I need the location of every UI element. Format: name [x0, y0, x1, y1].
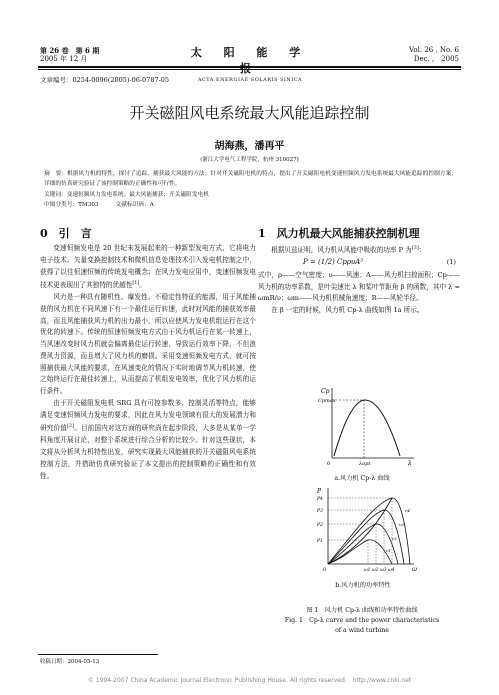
article-number: 文章编号：0254-0096(2005)-06-0787-05 [40, 76, 170, 84]
v4-label: υ4 [405, 508, 410, 513]
v2-label: υ2 [392, 536, 397, 541]
right-column [258, 243, 460, 317]
header-journal [175, 44, 325, 83]
keywords [44, 190, 457, 200]
section-1-heading: 1 风力机最大风能捕获控制机理 [258, 227, 420, 240]
figure-caption-cn: 图 1 风力机 Cp-λ 曲线和功率特性曲线 [306, 607, 418, 614]
cpmax-label: Cpmax [318, 398, 336, 404]
v1-label: υ1 [386, 548, 391, 553]
figure-1b-caption: b.风力机的功率特性 [335, 582, 391, 589]
paper-authors: 胡海燕，潘再平 [214, 141, 285, 152]
figure-caption-en-2: of a wind turbine [335, 627, 389, 634]
journal-title-en: ACTA ENERGIAE SOLARIS SINICA [197, 77, 303, 83]
figure-1a-caption: a.风力机 Cp-λ 曲线 [334, 475, 390, 482]
figure-caption-en: Fig. 1 Cp-λ curve and the power characteristics [284, 617, 440, 624]
axis-x-label: ω [412, 566, 417, 573]
abstract [44, 169, 457, 190]
keywords-label: 关键词： [44, 191, 67, 198]
intro-paragraph-2: 风力是一种具有随机性、爆发性、不稳定性特征的能源，用于风能捕获的风力机在不同风速下有一个最佳运行转速，此时对风能的捕获效率最高，而且风能捕获风力机的出力最小，所以应使风力发电机组运行在这个优化的转速下。传统的恒速恒频发电方式由于风力机运行在某一转速上，当风速改变时风力机就会偏离最佳运行转速，导致运行效率下降，不但浪费风力资源，而且增大了风力机的磨损。采用变速恒频发电方式，就可按照捕获最大风能的要求，在风速变化的情况下实时地调节风力机转速，使之始终运行在最佳转速上，从而提高了机组发电效率，优化了风力机的运行条件。 [40, 293, 256, 396]
equation-body: P = (1/2) CpρυA³ [303, 257, 364, 266]
figure-1-caption [262, 606, 462, 636]
copyright-footer-text: © 1994-2007 China Academic Journal Electronic Publishing House. All rights reserved. http://www.cnki.net [87, 677, 412, 684]
origin-label: 0 [323, 567, 327, 573]
citation: [3] [411, 245, 419, 251]
p3-label: P3 [317, 509, 323, 514]
lambda-opt-label: λopt [359, 461, 371, 467]
figure-1b [314, 486, 420, 574]
paper-affiliation: (浙江大学电气工程学院，杭州 310027) [200, 157, 299, 163]
p4-label: P4 [317, 497, 323, 502]
header-date: 2005 年 12 月 [40, 55, 88, 63]
equation-number: (1) [446, 257, 456, 266]
v3-label: υ3 [399, 522, 404, 527]
journal-title-cn: 太 阳 能 学 [190, 46, 310, 59]
footnote-rule [38, 654, 158, 655]
axis-x-label: λ [408, 460, 412, 467]
left-column [40, 243, 256, 482]
intro-paragraph-3: 由于开关磁阻发电机 SRG 具有可控参数多、控制灵活等特点，能够满足变速恒频风力发电的要求，因此在风力发电领域有很大的发展潜力和研究价值[2]。目前国内对这方面的研究尚在起步阶段，大多是从某单一学科角度开展讨论，对整个系统进行综合分析的比较少。针对这些现状，本文将从分析风力机特性出发，研究实现最大风能捕获的开关磁阻风电系统控制方法，并借助仿真研究验证了本文提出的控制策略的正确性和有效性。 [40, 398, 257, 480]
axis-y-label: Cp [321, 388, 330, 395]
header-volume-en-block [409, 46, 459, 64]
header-rule [38, 66, 461, 68]
header-volume-en: Vol. 26 , No. 6 [408, 46, 459, 54]
w4-label: ω4 [388, 568, 395, 573]
axis-y-label: P [317, 488, 322, 495]
sec1-paragraph-1: 根据贝兹证明，风力机从风能中吸收的功率 P 为[3]： [271, 245, 426, 255]
intro-paragraph-1: 变速恒频发电是 20 世纪末发展起来的一种新型发电方式，它将电力电子技术、矢量变换控制技术和微机信息处理技术引入发电机控制之中，获得了以往恒速恒频的传统发电概念；在风力发电应用中，变速恒频发电技术更表现出了其独特的优越性[1]。 [40, 244, 256, 290]
abstract-block [44, 169, 457, 211]
citation: [2] [66, 423, 75, 430]
p2-label: P2 [317, 523, 323, 528]
header-rule-thin [38, 69, 461, 70]
origin-label: 0 [327, 461, 331, 467]
cp-lambda-curve [334, 400, 400, 456]
sec1-paragraph-3: 在 β 一定的时候，风力机 Cp-λ 曲线如图 1a 所示。 [271, 306, 424, 315]
citation: [1] [132, 280, 140, 287]
header-volume: 第 26 卷 第 6 期 [40, 46, 100, 55]
p1-label: P1 [317, 539, 323, 544]
abstract-text: 根据风力机的特性，探讨了追踪、捕获最大风能的方法；针对开关磁阻电机的特点，提出了开关磁阻电机变速恒频风力发电系统最大风能追踪的控制方案；详细的仿真研究验证了该控制策略的正确性和可行性。 [44, 171, 458, 188]
received-date: 收稿日期：2004-05-13 [40, 659, 100, 665]
w3-label: ω3 [380, 568, 387, 573]
header-date-en: Dec. , 2005 [413, 55, 459, 63]
classification: 中图分类号：TM303 文献标识码：A [44, 202, 154, 209]
header-volume-block [40, 46, 99, 64]
section-0-heading: 0 引 言 [40, 227, 92, 240]
copyright-footer [0, 675, 499, 684]
figure-1a [318, 386, 418, 468]
w1-label: ω1 [364, 568, 371, 573]
abstract-label: 摘 要： [44, 171, 67, 177]
keywords-text: 变速恒频风力发电系统；最大风能捕获；开关磁阻发电机 [66, 191, 209, 198]
equation-1 [258, 257, 460, 270]
sec1-paragraph-2: 式中，ρ——空气密度；υ——风速；A——风力机扫掠面积；Cp——风力机的功率系数，是叶尖速比 λ 和桨叶节距角 β 的函数，其中 λ = ωmR/υ；ωm——风力机机械角速度；R——风轮半径。 [258, 270, 460, 303]
paper-title: 开关磁阻风电系统最大风能追踪控制 [129, 104, 370, 122]
w2-label: ω2 [372, 568, 379, 573]
